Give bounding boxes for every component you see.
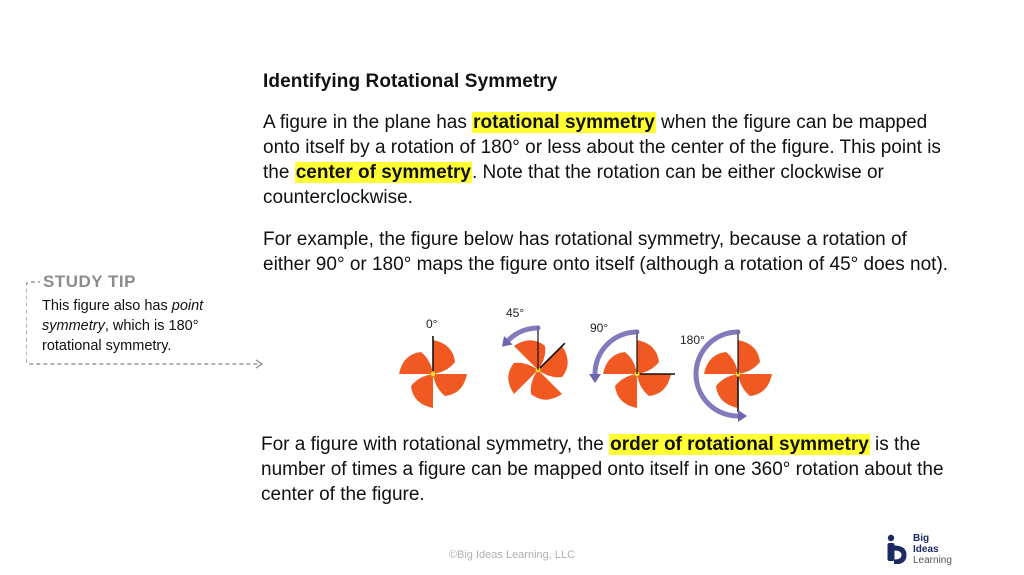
text-run: . Note that the rotation can be either clockwise or counterclockwise. — [263, 162, 884, 208]
copyright-footer: ©Big Ideas Learning, LLC — [448, 549, 576, 561]
highlight-center-of-symmetry: center of symmetry — [295, 162, 471, 183]
highlight-order-of-rotational-symmetry: order of rotational symmetry — [610, 434, 869, 455]
angle-label: 180° — [680, 333, 705, 347]
study-tip-text — [42, 296, 252, 356]
pinwheel-petal — [704, 352, 738, 374]
pinwheel-2 — [603, 340, 675, 408]
angle-label: 90° — [590, 321, 609, 335]
pinwheel-figures — [390, 302, 790, 424]
pinwheel-petal — [433, 340, 455, 374]
page-title: Identifying Rotational Symmetry — [263, 71, 558, 92]
text-run: is the number of times a figure can be mapped onto itself in one 360° rotation about the center of the figure. — [261, 434, 944, 505]
text-run: For a figure with rotational symmetry, the — [261, 434, 610, 455]
example-paragraph: For example, the figure below has rotational symmetry, because a rotation of either 90° or 180° maps the figure onto itself (although a rotation of 45° does not). — [263, 229, 949, 275]
big-ideas-logo — [883, 530, 963, 568]
highlight-rotational-symmetry: rotational symmetry — [473, 112, 655, 133]
center-point — [430, 371, 435, 376]
rotation-arrow — [508, 328, 538, 340]
pinwheel-petal — [411, 374, 433, 408]
order-paragraph — [261, 432, 961, 507]
study-tip-box — [26, 272, 266, 368]
logo-line: Learning — [913, 555, 952, 566]
text-run: A figure in the plane has — [263, 112, 473, 133]
pinwheel-petal — [615, 374, 637, 408]
pinwheel-petal — [738, 340, 760, 374]
logo-mark-icon — [883, 534, 907, 564]
angle-label: 0° — [426, 317, 438, 331]
logo-line: Ideas — [913, 544, 939, 555]
pinwheel-0 — [399, 336, 467, 408]
logo-line: Big — [913, 533, 930, 544]
logo-text — [913, 533, 952, 566]
pinwheel-petal — [433, 374, 467, 396]
pinwheel-petal — [716, 374, 738, 408]
text-run: when the figure can be mapped onto itself by a rotation of 180° or less about the center of the figure. This point is the — [263, 112, 941, 183]
angle-label: 45° — [506, 306, 525, 320]
rotation-arrowhead — [589, 374, 601, 383]
pinwheel-petal — [637, 374, 671, 396]
rotation-arrowhead — [738, 410, 747, 422]
pinwheel-petal — [399, 352, 433, 374]
pinwheel-petal — [637, 340, 659, 374]
text-run: , which is 180° rotational symmetry. — [42, 318, 199, 354]
text-run: This figure also has — [42, 298, 172, 314]
definition-paragraph — [263, 110, 953, 210]
emphasis-point-symmetry: point symmetry — [42, 298, 204, 334]
pinwheel-1 — [490, 319, 589, 418]
pinwheel-petal — [738, 374, 772, 396]
pinwheel-petal — [603, 352, 637, 374]
study-tip-heading: STUDY TIP — [40, 272, 139, 292]
